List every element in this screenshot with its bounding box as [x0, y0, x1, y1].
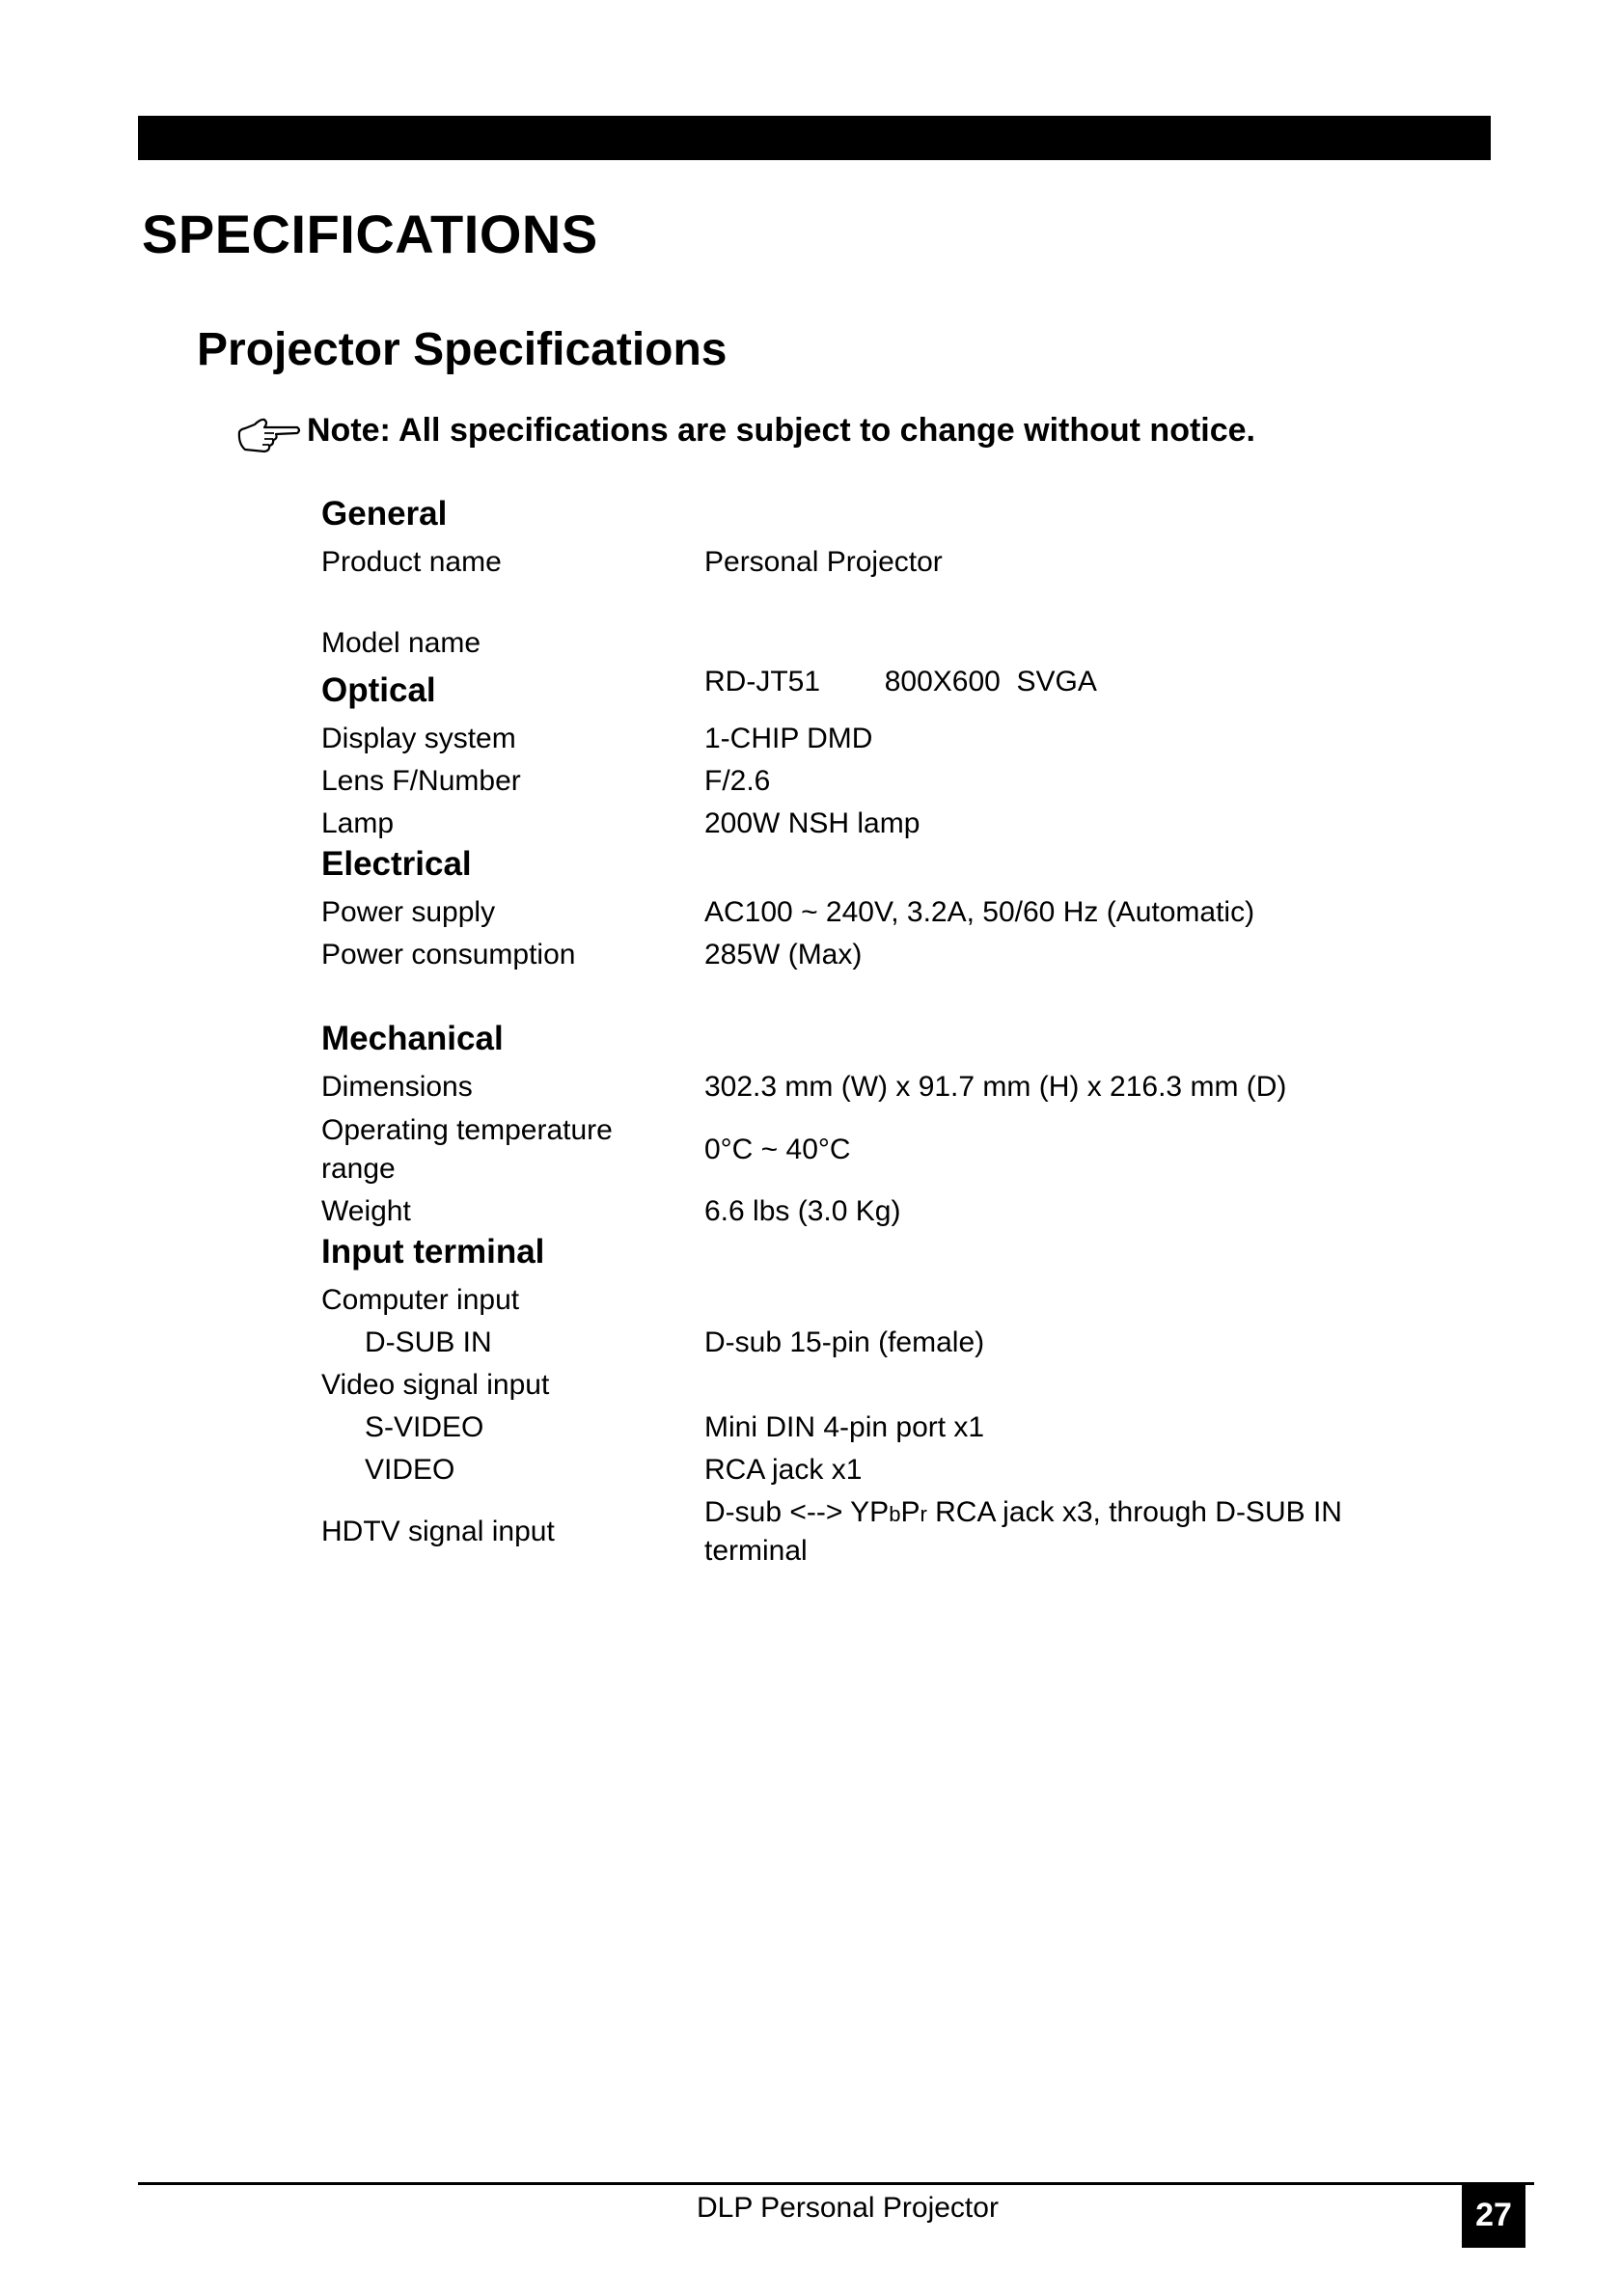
spec-value: RCA jack x1 — [704, 1454, 863, 1486]
spec-label: Product name — [321, 546, 502, 578]
spec-value: 285W (Max) — [704, 939, 863, 970]
spec-label: Display system — [321, 723, 516, 754]
spec-label: Model name — [321, 627, 481, 659]
spec-label-continued: range — [321, 1153, 396, 1185]
section-title: Projector Specifications — [197, 324, 728, 375]
spec-label: Dimensions — [321, 1071, 473, 1103]
spec-label: VIDEO — [365, 1454, 455, 1486]
spec-label: Weight — [321, 1195, 411, 1227]
spec-label: Operating temperature — [321, 1114, 613, 1146]
footer-text: DLP Personal Projector — [697, 2192, 999, 2224]
spec-value: 200W NSH lamp — [704, 807, 920, 839]
spec-label: D-SUB IN — [365, 1326, 492, 1358]
group-title-mechanical: Mechanical — [321, 1020, 504, 1057]
note — [235, 405, 1255, 455]
spec-value-continued: terminal — [704, 1535, 808, 1567]
spec-value: AC100 ~ 240V, 3.2A, 50/60 Hz (Automatic) — [704, 896, 1255, 928]
spec-row — [321, 586, 1498, 701]
spec-label: Computer input — [321, 1284, 520, 1316]
spec-value-part: D-sub <--> YP — [704, 1496, 890, 1528]
pointing-hand-icon — [235, 415, 301, 455]
spec-value-part: RCA jack x3, through D-SUB IN — [926, 1496, 1342, 1528]
spec-value: RD-JT51 800X600 SVGA — [704, 666, 1097, 697]
spec-label: Power supply — [321, 896, 496, 928]
footer-rule — [138, 2182, 1534, 2185]
spec-row — [321, 1493, 1498, 1571]
spec-label: Video signal input — [321, 1369, 550, 1401]
spec-value: 6.6 lbs (3.0 Kg) — [704, 1195, 901, 1227]
spec-value: 1-CHIP DMD — [704, 723, 873, 754]
spec-value-part: P — [900, 1496, 920, 1528]
spec-value: 302.3 mm (W) x 91.7 mm (H) x 216.3 mm (D) — [704, 1071, 1287, 1103]
spec-label: HDTV signal input — [321, 1516, 555, 1547]
spec-value: F/2.6 — [704, 765, 771, 797]
spec-value — [704, 1493, 1496, 1534]
page-number: 27 — [1462, 2182, 1525, 2248]
group-title-input-terminal: Input terminal — [321, 1233, 545, 1271]
note-text: Note: All specifications are subject to change without notice. — [307, 411, 1255, 449]
spec-label: Power consumption — [321, 939, 576, 970]
spec-value: 0°C ~ 40°C — [704, 1134, 851, 1165]
subscript-b: b — [889, 1502, 901, 1526]
subscript-r: r — [920, 1502, 927, 1526]
spec-label: Lamp — [321, 807, 395, 839]
spec-row — [321, 1111, 1498, 1189]
group-title-general: General — [321, 495, 448, 533]
header-bar — [138, 116, 1491, 160]
group-title-optical: Optical — [321, 671, 436, 709]
group-title-electrical: Electrical — [321, 845, 472, 883]
spec-value: D-sub 15-pin (female) — [704, 1326, 985, 1358]
spec-value: Mini DIN 4-pin port x1 — [704, 1411, 985, 1443]
page-title: SPECIFICATIONS — [142, 204, 598, 264]
spec-label: S-VIDEO — [365, 1411, 484, 1443]
spec-value: Personal Projector — [704, 546, 943, 578]
spec-label: Lens F/Number — [321, 765, 521, 797]
